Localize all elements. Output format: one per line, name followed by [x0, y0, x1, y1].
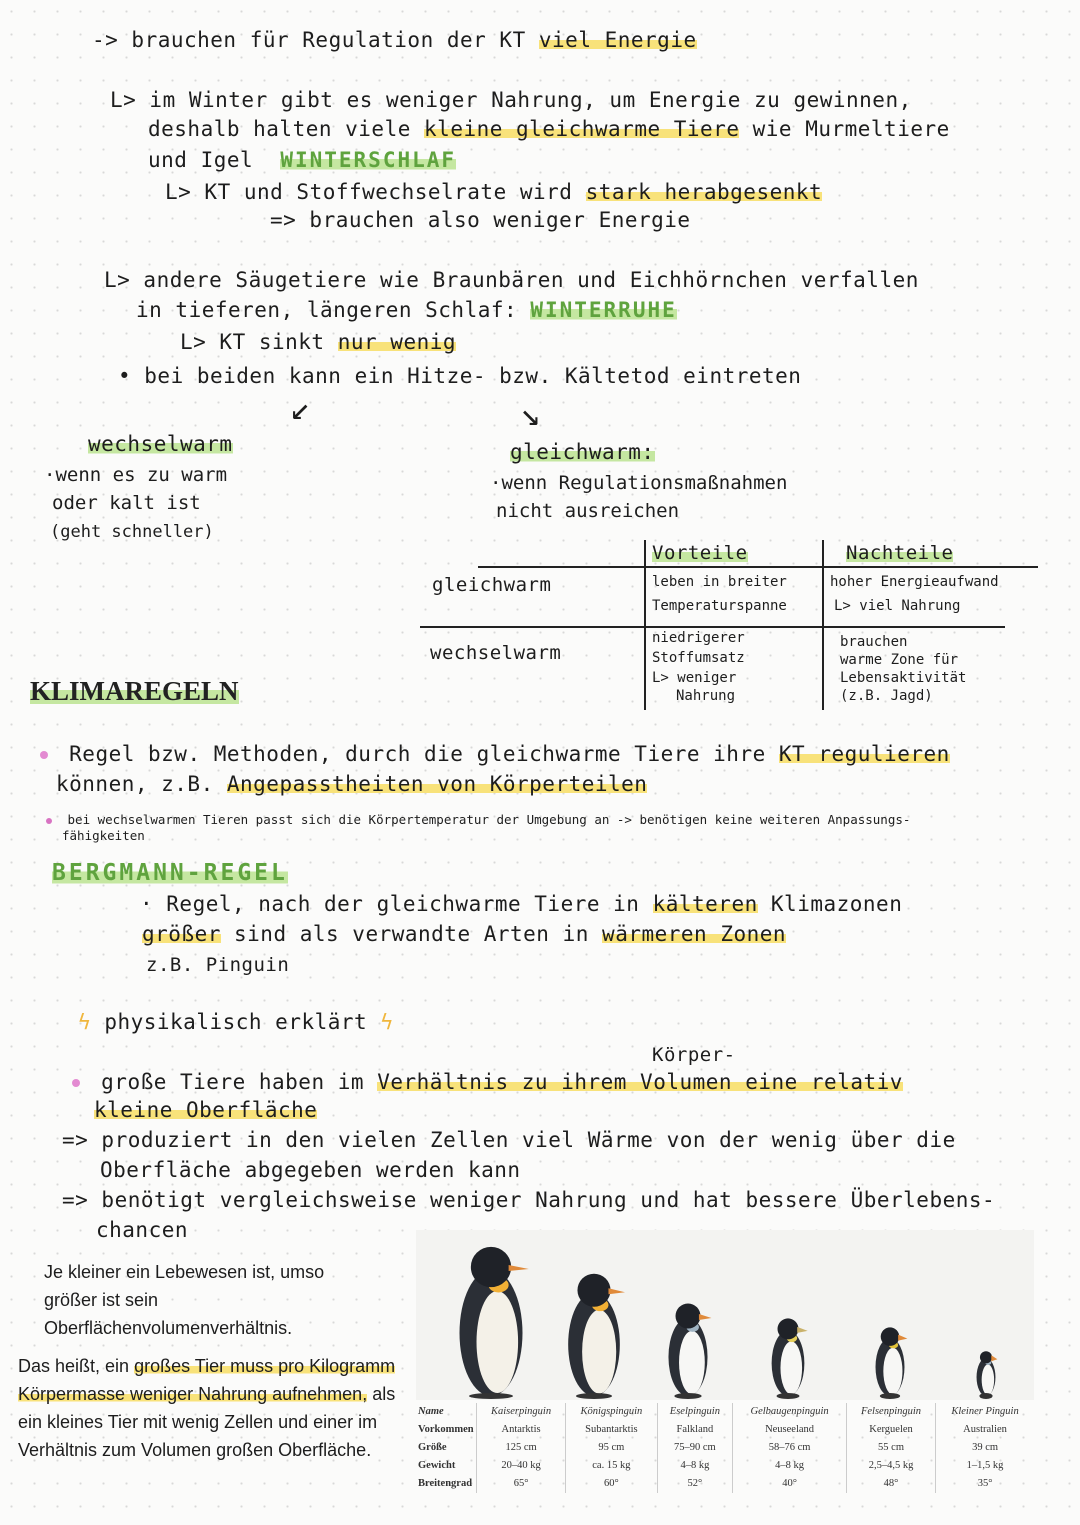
klimaregeln-title: KLIMAREGELN	[30, 676, 239, 706]
penguin-feet	[469, 1393, 513, 1399]
note-text: große Tiere haben im	[101, 1070, 365, 1094]
col-nachteile	[846, 542, 953, 564]
cell-nach-1b: L> viel Nahrung	[834, 598, 961, 614]
penguin-table-cell: Eselpinguin	[657, 1403, 733, 1421]
wechselwarm-line-3: (geht schneller)	[50, 522, 214, 542]
gleichwarm-line-2: nicht ausreichen	[496, 500, 680, 522]
penguin-table-cell: ca. 15 kg	[566, 1457, 658, 1475]
typed-text-1: Je kleiner ein Lebewesen ist, umso größer ist sein Oberflächenvolumenverhältnis.	[44, 1262, 325, 1338]
penguin-head	[577, 1274, 610, 1307]
penguin-figure	[772, 1318, 808, 1399]
penguin-belly	[679, 1331, 705, 1394]
bullet-icon	[72, 1079, 80, 1087]
highlight-text: Verhältnis zu ihrem Volumen eine relativ	[377, 1070, 903, 1094]
highlight-text: wechselwarm	[88, 432, 233, 456]
note-text: sind als verwandte Arten in	[234, 922, 589, 946]
highlight-text: kälteren	[652, 892, 758, 916]
keyword-winterschlaf: WINTERSCHLAF	[280, 148, 457, 172]
note-line-5	[165, 180, 822, 204]
bergmann-line-3: z.B. Pinguin	[146, 954, 290, 976]
penguin-table-cell: 60°	[566, 1475, 658, 1493]
typed-text: Das heißt, ein	[18, 1356, 130, 1376]
penguin-table-cell: 58–76 cm	[733, 1439, 847, 1457]
klima-bullet-2-line-2: fähigkeiten	[62, 828, 145, 843]
penguin-head	[676, 1304, 701, 1329]
highlight-text: wärmeren Zonen	[602, 922, 787, 946]
penguin-table-cell: 65°	[477, 1475, 566, 1493]
note-text: L> KT und Stoffwechselrate wird	[165, 180, 573, 204]
note-text: L> KT sinkt	[180, 330, 325, 354]
penguin-table-cell: 39 cm	[936, 1439, 1034, 1457]
penguin-head	[778, 1318, 799, 1339]
cell-vor-2a: niedrigerer	[652, 630, 745, 646]
header-text: Nachteile	[846, 542, 954, 564]
highlight-text: stark herabgesenkt	[585, 180, 823, 204]
penguin-figure	[568, 1274, 625, 1399]
cell-vor-2d: Nahrung	[676, 688, 736, 704]
penguin-table-cell: Gelbaugenpinguin	[733, 1403, 847, 1421]
penguin-table-cell: 75–90 cm	[657, 1439, 733, 1457]
arrow-down-left-icon: ↙	[290, 388, 311, 428]
penguin-table-label: Breitengrad	[418, 1478, 473, 1489]
cell-vor-2b: Stoffumsatz	[652, 650, 745, 666]
arrow-down-right-icon: ↘	[520, 394, 541, 434]
highlight-text: großes Tier muss pro Kilogramm Körpermasse weniger Nahrung aufnehmen,	[18, 1356, 396, 1404]
penguin-table-cell: Felsenpinguin	[846, 1403, 935, 1421]
physik-line-5: => benötigt vergleichsweise weniger Nahrung und hat bessere Überlebens-	[62, 1188, 996, 1212]
penguin-table-label: Gewicht	[418, 1460, 456, 1471]
lightning-icon: ϟ	[78, 1010, 92, 1034]
penguin-table-cell: Königspinguin	[566, 1403, 658, 1421]
note-line-9	[180, 330, 456, 354]
bullet-icon	[40, 751, 48, 759]
penguin-table-label: Vorkommen	[418, 1424, 474, 1435]
penguin-beak	[898, 1335, 907, 1341]
penguin-table-cell: Falkland	[657, 1421, 733, 1439]
penguin-head	[980, 1351, 992, 1363]
penguin-table-cell: 1–1,5 kg	[936, 1457, 1034, 1475]
penguin-feet	[674, 1393, 701, 1399]
gleichwarm-line-1: ·wenn Regulationsmaßnahmen	[490, 472, 788, 494]
note-line-8	[136, 298, 677, 322]
note-line-1	[92, 28, 697, 52]
cell-nach-2b: warme Zone für	[840, 652, 959, 668]
lightning-icon: ϟ	[380, 1010, 394, 1034]
note-line-7: L> andere Säugetiere wie Braunbären und Eichhörnchen verfallen	[104, 268, 919, 292]
penguin-belly	[780, 1341, 802, 1394]
penguin-table-cell: Antarktis	[477, 1421, 566, 1439]
physik-line-1	[72, 1070, 903, 1094]
klima-bullet-2-line-1	[46, 812, 910, 827]
note-text: und Igel	[148, 148, 254, 172]
penguin-table-label: Name	[418, 1406, 444, 1417]
wechselwarm-line-1: ·wenn es zu warm	[44, 464, 228, 486]
table-line-top	[478, 566, 1038, 568]
penguin-feet	[979, 1393, 992, 1399]
note-line-6: => brauchen also weniger Energie	[270, 208, 691, 232]
klima-bullet-1-line-2	[56, 772, 647, 796]
note-line-2: L> im Winter gibt es weniger Nahrung, um Energie zu gewinnen,	[110, 88, 912, 112]
cell-vor-1b: Temperaturspanne	[652, 598, 787, 614]
penguin-feet	[777, 1393, 800, 1399]
penguin-table-row	[416, 1439, 1034, 1457]
row-wechselwarm-label: wechselwarm	[430, 642, 562, 664]
note-line-3	[148, 117, 950, 141]
penguin-table-cell: 125 cm	[477, 1439, 566, 1457]
penguin-table-row	[416, 1421, 1034, 1439]
penguin-table-cell: Neuseeland	[733, 1421, 847, 1439]
bergmann-line-2	[142, 922, 786, 946]
penguin-beak	[797, 1327, 807, 1333]
highlight-text: kleine gleichwarme Tiere	[424, 117, 740, 141]
typed-text-2	[18, 1352, 398, 1464]
penguin-table-cell: 40°	[733, 1475, 847, 1493]
typed-text: als ein kleines Tier mit wenig Zellen und einer im Verhältnis zum Volumen großen Oberfläche.	[18, 1384, 396, 1460]
note-text: deshalb halten viele	[148, 117, 411, 141]
penguin-beak	[509, 1265, 529, 1271]
penguin-beak	[699, 1314, 711, 1320]
physik-line-2	[94, 1098, 317, 1122]
penguin-table-cell: Subantarktis	[566, 1421, 658, 1439]
penguin-feet	[880, 1393, 900, 1399]
table-line-right	[822, 540, 824, 710]
penguin-table-label: Größe	[418, 1442, 447, 1453]
cell-nach-2d: (z.B. Jagd)	[840, 688, 933, 704]
penguin-beak	[991, 1355, 997, 1361]
table-line-left	[644, 540, 646, 710]
penguin-figure	[668, 1304, 711, 1399]
penguin-table-cell: 4–8 kg	[657, 1457, 733, 1475]
highlight-text: Angepasstheiten von Körperteilen	[226, 772, 648, 796]
keyword-winterruhe: WINTERRUHE	[530, 298, 677, 322]
note-text: in tieferen, längeren Schlaf:	[136, 298, 518, 322]
penguin-table-cell: 20–40 kg	[477, 1457, 566, 1475]
penguin-table	[416, 1403, 1034, 1493]
wechselwarm-title	[88, 432, 233, 456]
penguin-table-cell: 4–8 kg	[733, 1457, 847, 1475]
penguin-belly	[982, 1365, 994, 1396]
penguin-table-cell: 48°	[846, 1475, 935, 1493]
penguin-table-cell: 2,5–4,5 kg	[846, 1457, 935, 1475]
penguin-belly	[883, 1348, 902, 1395]
highlight-text: KT regulieren	[778, 742, 950, 766]
note-text: Regel bzw. Methoden, durch die gleichwarme Tiere ihre	[69, 742, 766, 766]
penguin-table-cell: 55 cm	[846, 1439, 935, 1457]
highlight-text: gleichwarm:	[510, 440, 655, 464]
penguin-figure	[876, 1327, 908, 1399]
highlight-text: nur wenig	[337, 330, 457, 354]
physik-line-4: Oberfläche abgegeben werden kann	[100, 1158, 521, 1182]
wechselwarm-line-2: oder kalt ist	[52, 492, 201, 514]
note-text: · Regel, nach der gleichwarme Tiere in	[140, 892, 640, 916]
klima-bullet-1-line-1	[40, 742, 950, 766]
penguin-table-cell: Australien	[936, 1421, 1034, 1439]
penguin-figure	[977, 1351, 998, 1399]
cell-nach-2a: brauchen	[840, 634, 908, 650]
physikalisch-erklaert	[78, 1010, 394, 1034]
penguin-beak	[608, 1288, 625, 1294]
penguin-table-cell: 52°	[657, 1475, 733, 1493]
note-text: Klimazonen	[770, 892, 903, 916]
highlight-text: größer	[142, 922, 221, 946]
physik-line-6: chancen	[96, 1218, 189, 1242]
note-line-4	[148, 148, 456, 172]
note-line-10: • bei beiden kann ein Hitze- bzw. Kältetod eintreten	[118, 364, 802, 388]
penguin-illustration	[416, 1230, 1034, 1400]
highlight-text: viel Energie	[538, 28, 697, 52]
penguin-table-row	[416, 1457, 1034, 1475]
cell-nach-1a: hoher Energieaufwand	[830, 574, 999, 590]
penguin-table-cell: Kaiserpinguin	[477, 1403, 566, 1421]
penguin-table-cell: 35°	[936, 1475, 1034, 1493]
cell-nach-2c: Lebensaktivität	[840, 670, 967, 686]
penguin-head	[471, 1247, 511, 1287]
penguin-table-cell: Kleiner Pinguin	[936, 1403, 1034, 1421]
penguin-belly	[582, 1310, 616, 1394]
penguin-table-cell: Kerguelen	[846, 1421, 935, 1439]
note-text: bei wechselwarmen Tieren passt sich die Körpertemperatur der Umgebung an -> benötigen keine weiteren Anpassungs-	[67, 812, 911, 827]
bullet-icon	[46, 818, 52, 824]
header-text: Vorteile	[652, 542, 748, 564]
penguin-feet	[576, 1393, 612, 1399]
note-text: -> brauchen für Regulation der KT	[92, 28, 526, 52]
koerper-insert: Körper-	[652, 1044, 736, 1066]
note-text: können, z.B.	[56, 772, 214, 796]
highlight-text: kleine Oberfläche	[94, 1098, 318, 1122]
gleichwarm-title	[510, 440, 655, 464]
table-line-middle	[420, 626, 1005, 628]
bergmann-line-1	[140, 892, 902, 916]
note-text: physikalisch erklärt	[104, 1010, 368, 1034]
row-gleichwarm-label: gleichwarm	[432, 574, 552, 596]
penguin-belly	[477, 1291, 519, 1393]
col-vorteile	[652, 542, 748, 564]
penguin-figure	[460, 1247, 529, 1399]
cell-vor-2c: L> weniger	[652, 670, 737, 686]
penguin-table-row	[416, 1403, 1034, 1421]
penguin-head	[881, 1327, 900, 1346]
bergmann-title: BERGMANN-REGEL	[52, 860, 288, 886]
penguin-table-row	[416, 1475, 1034, 1493]
note-text: wie Murmeltiere	[752, 117, 950, 141]
cell-vor-1a: leben in breiter	[652, 574, 787, 590]
penguin-table-cell: 95 cm	[566, 1439, 658, 1457]
physik-line-3: => produziert in den vielen Zellen viel Wärme von der wenig über die	[62, 1128, 956, 1152]
